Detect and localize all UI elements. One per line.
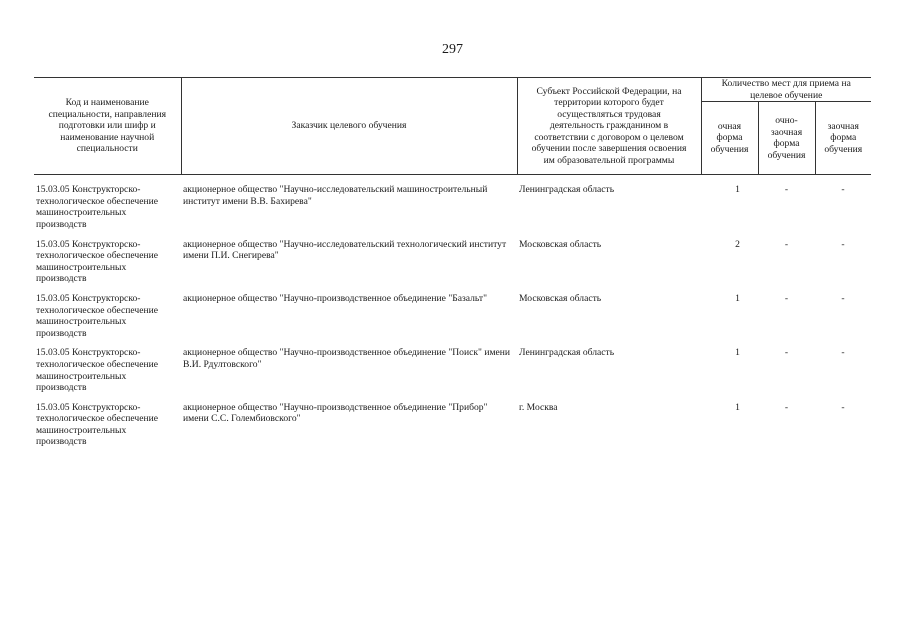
table-row (34, 184, 871, 238)
cell-region: Ленинградская область (519, 347, 615, 359)
cell-fulltime: 1 (735, 292, 740, 304)
cell-fulltime: 1 (735, 347, 740, 359)
header-parttime: заочная форма обучения (815, 102, 871, 175)
table-row (34, 293, 871, 347)
header-customer: Заказчик целевого обучения (181, 78, 517, 175)
table-header-row (34, 78, 871, 102)
cell-code: 15.03.05 Конструкторско-технологическое обеспечение машиностроительных производств (36, 184, 158, 230)
header-places: Количество мест для приема на целевое обучение (701, 78, 871, 102)
header-mixed: очно-заочная форма обучения (758, 102, 815, 175)
cell-code: 15.03.05 Конструкторско-технологическое обеспечение машиностроительных производств (36, 347, 158, 394)
cell-code: 15.03.05 Конструкторско-технологическое обеспечение машиностроительных производств (36, 401, 158, 448)
header-fulltime: очная форма обучения (701, 102, 758, 175)
cell-mixed: - (784, 292, 789, 304)
cell-code: 15.03.05 Конструкторско-технологическое обеспечение машиностроительных производств (36, 292, 158, 339)
cell-fulltime: 1 (735, 401, 740, 413)
cell-mixed: - (784, 184, 789, 196)
table-row (34, 239, 871, 293)
cell-parttime: - (841, 238, 845, 250)
cell-region: Московская область (519, 238, 602, 250)
cell-fulltime: 1 (735, 184, 740, 196)
cell-region: Ленинградская область (519, 184, 615, 196)
cell-parttime: - (841, 347, 845, 359)
cell-region: г. Москва (519, 401, 558, 413)
target-training-table (34, 77, 871, 456)
cell-mixed: - (784, 347, 789, 359)
cell-mixed: - (784, 401, 789, 413)
table-row (34, 402, 871, 456)
cell-fulltime: 2 (735, 238, 740, 250)
cell-code: 15.03.05 Конструкторско-технологическое обеспечение машиностроительных производств (36, 238, 158, 285)
cell-mixed: - (784, 238, 789, 250)
table-row (34, 347, 871, 401)
header-region: Субъект Российской Федерации, на территории которого будет осуществляться трудовая деятельность гражданином в соответствии с договором о целевом обучении после завершения освоения им образовательной программы (517, 78, 701, 175)
cell-customer: акционерное общество "Научно-исследовательский технологический институт имени П.И. Снегирева" (183, 238, 507, 262)
cell-region: Московская область (519, 292, 602, 304)
cell-customer: акционерное общество "Научно-производственное объединение "Поиск" имени В.И. Рдултовского" (183, 347, 511, 370)
page-number: 297 (442, 42, 463, 57)
cell-parttime: - (841, 292, 845, 304)
cell-customer: акционерное общество "Научно-производственное объединение "Базальт" (183, 292, 488, 304)
cell-customer: акционерное общество "Научно-исследовательский машиностроительный институт имени В.В. Бахирева" (183, 184, 488, 207)
header-code: Код и наименование специальности, направления подготовки или шифр и наименование научной специальности (34, 78, 181, 175)
cell-customer: акционерное общество "Научно-производственное объединение "Прибор" имени С.С. Голембиовского" (183, 401, 488, 425)
cell-parttime: - (841, 184, 845, 196)
cell-parttime: - (841, 401, 845, 413)
